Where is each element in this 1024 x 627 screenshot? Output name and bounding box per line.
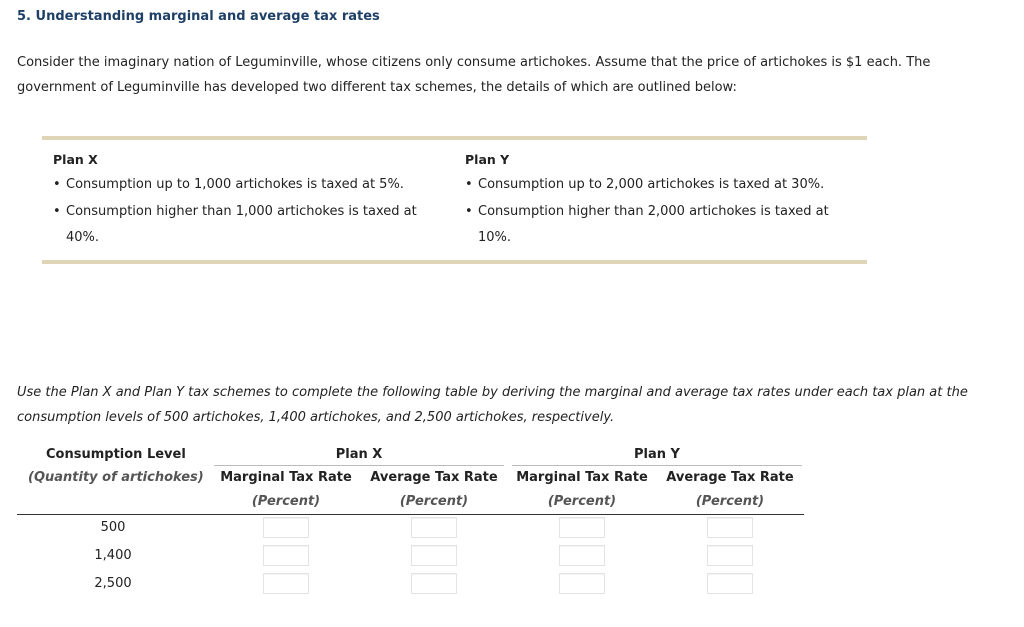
instructions-paragraph: Use the Plan X and Plan Y tax schemes to complete the following table by deriving the marginal and average tax rates under each tax plan at the consumption levels of 500 artichokes, 1,400 artichokes, and 2,500 artichokes, respectively.	[17, 385, 968, 425]
plan-x-column-header: Plan X	[335, 447, 383, 462]
plan-y-average-input[interactable]	[707, 573, 753, 594]
table-header-divider	[17, 514, 804, 515]
intro-paragraph: Consider the imaginary nation of Leguminville, whose citizens only consume artichokes. Assume that the price of artichokes is $1 each. The government of Leguminville has developed two different tax schemes, the details of which are outlined below:	[17, 55, 931, 95]
plan-y-list	[464, 172, 834, 251]
plan-y-marginal-unit: (Percent)	[547, 494, 617, 509]
plan-y-average-unit: (Percent)	[695, 494, 765, 509]
plan-y-marginal-input[interactable]	[559, 545, 605, 566]
plan-x-average-input[interactable]	[411, 545, 457, 566]
consumption-level-cell: 500	[100, 520, 126, 535]
consumption-level-header: Consumption Level	[46, 447, 186, 462]
plan-y-marginal-header: Marginal Tax Rate	[516, 470, 648, 485]
plans-box	[42, 136, 867, 264]
plan-y-header-divider	[512, 465, 802, 466]
plan-x-average-input[interactable]	[411, 517, 457, 538]
plan-y-heading: Plan Y	[465, 152, 510, 167]
plan-x-marginal-input[interactable]	[263, 545, 309, 566]
plan-y-column-header: Plan Y	[634, 447, 680, 462]
plan-x-header-divider	[214, 465, 504, 466]
plan-x-marginal-unit: (Percent)	[251, 494, 321, 509]
plan-y-average-input[interactable]	[707, 545, 753, 566]
plan-x-marginal-header: Marginal Tax Rate	[220, 470, 352, 485]
plan-y-item: • Consumption higher than 2,000 artichokes is taxed at 10%.	[464, 199, 834, 251]
plan-y-average-input[interactable]	[707, 517, 753, 538]
plan-y-marginal-input[interactable]	[559, 573, 605, 594]
plan-x-panel	[52, 148, 422, 252]
plan-x-marginal-input[interactable]	[263, 517, 309, 538]
page-title: 5. Understanding marginal and average tax rates	[17, 9, 380, 24]
plan-x-average-header: Average Tax Rate	[370, 470, 498, 485]
plan-x-marginal-input[interactable]	[263, 573, 309, 594]
plan-x-average-input[interactable]	[411, 573, 457, 594]
plan-x-heading: Plan X	[53, 152, 98, 167]
plan-x-item: • Consumption higher than 1,000 artichokes is taxed at 40%.	[52, 199, 422, 251]
consumption-level-cell: 1,400	[94, 548, 132, 563]
plan-x-item: • Consumption up to 1,000 artichokes is taxed at 5%.	[52, 172, 422, 198]
consumption-quantity-subheader: (Quantity of artichokes)	[28, 470, 204, 485]
plan-y-item: • Consumption up to 2,000 artichokes is taxed at 30%.	[464, 172, 834, 198]
plan-y-panel	[464, 148, 834, 252]
plan-x-average-unit: (Percent)	[399, 494, 469, 509]
consumption-level-cell: 2,500	[94, 576, 132, 591]
plan-y-average-header: Average Tax Rate	[666, 470, 794, 485]
plan-y-marginal-input[interactable]	[559, 517, 605, 538]
plan-x-list	[52, 172, 422, 251]
